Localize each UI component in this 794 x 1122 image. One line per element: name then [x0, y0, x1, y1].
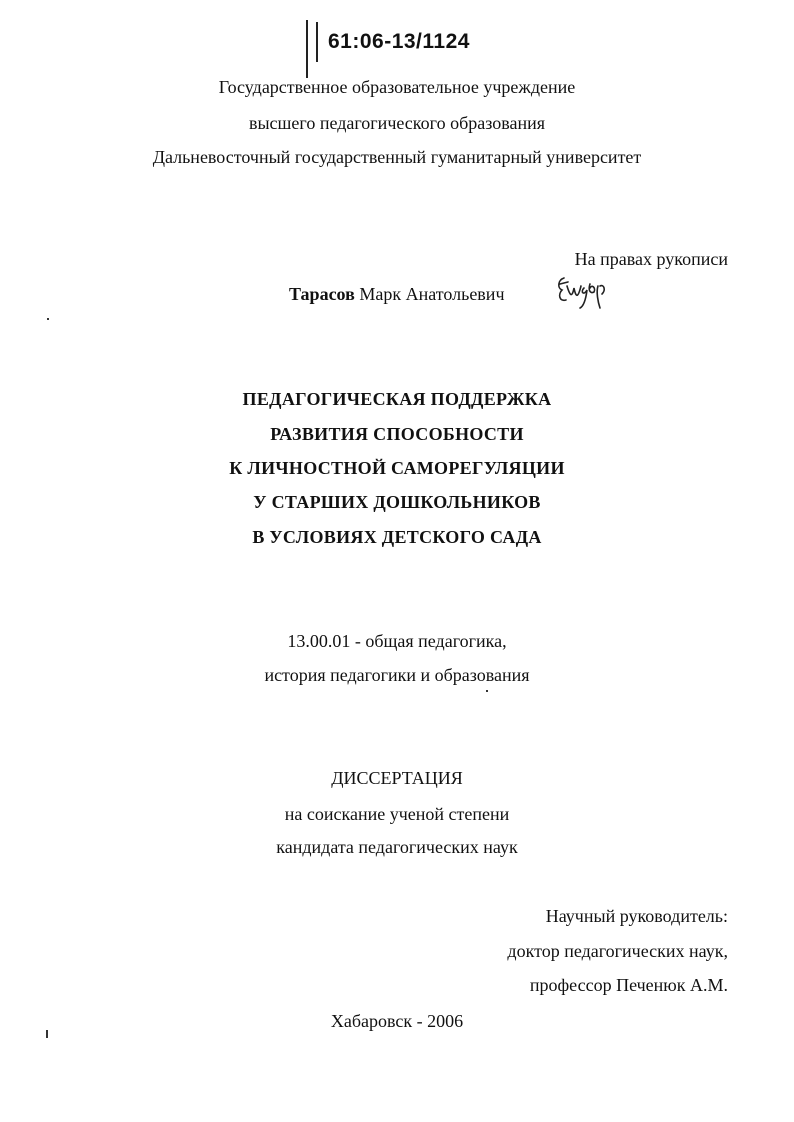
institution-line-2: высшего педагогического образования: [248, 113, 546, 133]
supervisor-name: профессор Печенюк А.М.: [529, 975, 728, 995]
scan-speck: [46, 1030, 48, 1038]
work-type-line-1: на соискание ученой степени: [284, 804, 510, 824]
scan-speck: [47, 318, 49, 320]
title-line-1: ПЕДАГОГИЧЕСКАЯ ПОДДЕРЖКА: [242, 389, 552, 409]
manuscript-note: На правах рукописи: [574, 249, 728, 269]
stamp-code: 61:06-13/1124: [328, 30, 470, 53]
title-line-3: К ЛИЧНОСТНОЙ САМОРЕГУЛЯЦИИ: [229, 458, 565, 478]
stamp-bar: [316, 22, 318, 62]
author-surname: Тарасов: [289, 284, 355, 304]
work-type-heading: ДИССЕРТАЦИЯ: [331, 768, 463, 788]
title-line-5: В УСЛОВИЯХ ДЕТСКОГО САДА: [252, 527, 542, 547]
place-year: Хабаровск - 2006: [330, 1011, 464, 1031]
institution-line-3: Дальневосточный государственный гуманитарный университет: [152, 147, 642, 167]
title-line-2: РАЗВИТИЯ СПОСОБНОСТИ: [270, 424, 524, 444]
scan-speck: [486, 690, 488, 692]
specialty-line-1: 13.00.01 - общая педагогика,: [287, 631, 507, 651]
signature-icon: [554, 272, 616, 314]
author-name: [289, 283, 505, 305]
specialty-line-2: история педагогики и образования: [264, 665, 530, 685]
title-line-4: У СТАРШИХ ДОШКОЛЬНИКОВ: [253, 492, 541, 512]
author-given-names: Марк Анатольевич: [359, 284, 505, 304]
archive-stamp: [306, 20, 476, 78]
institution-line-1: Государственное образовательное учреждение: [218, 77, 576, 97]
work-type-line-2: кандидата педагогических наук: [276, 837, 518, 857]
stamp-bar: [306, 20, 308, 78]
supervisor-degree: доктор педагогических наук,: [507, 941, 728, 961]
supervisor-label: Научный руководитель:: [545, 906, 728, 926]
